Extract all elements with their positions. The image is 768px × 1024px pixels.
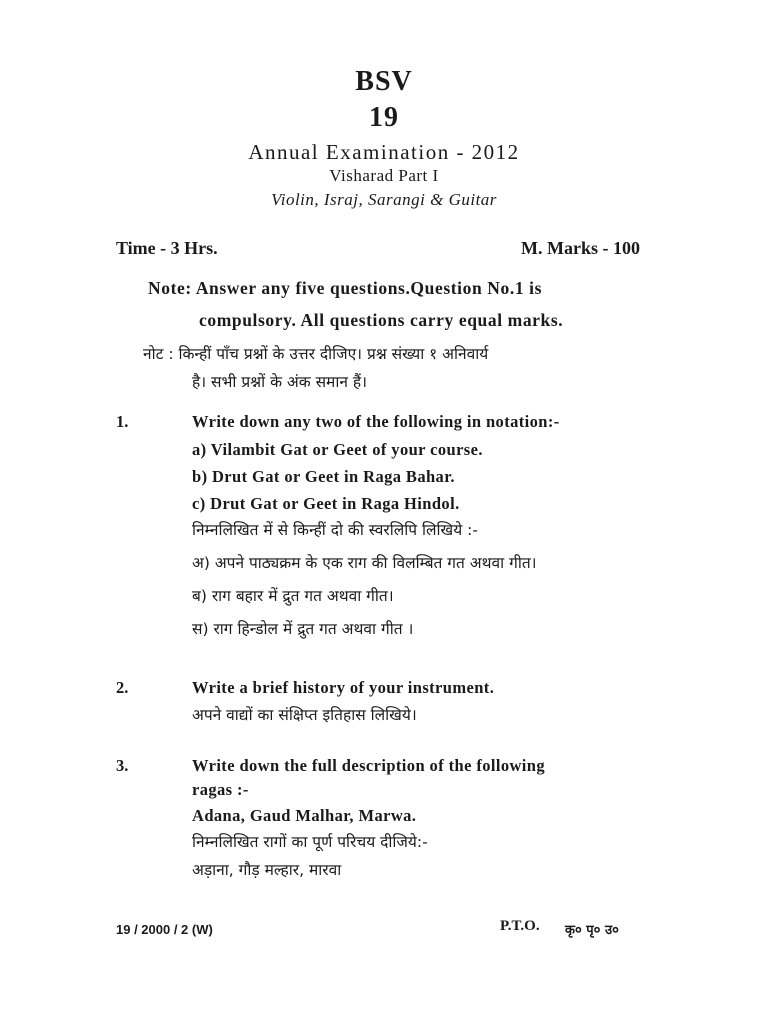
question-1-option-c: c) Drut Gat or Geet in Raga Hindol. [192,494,460,513]
note-english-line1: Note: Answer any five questions.Question No.1 is [148,278,543,298]
exam-title: Annual Examination - 2012 [248,140,520,164]
note-hindi-line1: नोट : किन्हीं पाँच प्रश्नों के उत्तर दीजिए। प्रश्न संख्या १ अनिवार्य [143,345,489,363]
question-1-hindi-option-b: ब) राग बहार में द्रुत गत अथवा गीत। [192,587,394,605]
question-3-ragas: Adana, Gaud Malhar, Marwa. [192,806,417,825]
pto-label: P.T.O. [500,918,540,934]
question-3-hindi-text: निम्नलिखित रागों का पूर्ण परिचय दीजिये:- [192,833,428,851]
question-1-hindi-option-a: अ) अपने पाठ्यक्रम के एक राग की विलम्बित गत अथवा गीत। [192,554,537,572]
question-2-text: Write a brief history of your instrument. [192,678,495,697]
note-hindi-line2: है। सभी प्रश्नों के अंक समान हैं। [192,373,367,391]
question-number: 3. [116,756,129,775]
footer-code: 19 / 2000 / 2 (W) [116,922,213,937]
question-1-hindi-text: निम्नलिखित में से किन्हीं दो की स्वरलिपि लिखिये :- [192,521,478,539]
paper-code: BSV [355,66,413,97]
max-marks: M. Marks - 100 [521,238,640,258]
question-1-hindi-option-c: स) राग हिन्डोल में द्रुत गत अथवा गीत । [192,620,414,638]
pto-hindi-label: कृ० पृ० उ० [565,923,619,938]
question-number: 1. [116,412,129,431]
question-2-hindi-text: अपने वाद्यों का संक्षिप्त इतिहास लिखिये। [192,706,417,724]
question-3-hindi-ragas: अड़ाना, गौड़ मल्हार, मारवा [192,861,342,879]
question-1-option-b: b) Drut Gat or Geet in Raga Bahar. [192,467,455,486]
question-3-text-cont: ragas :- [192,780,249,799]
exam-part: Visharad Part I [329,166,439,185]
question-3-text: Write down the full description of the following [192,756,546,775]
exam-instruments: Violin, Israj, Sarangi & Guitar [271,190,497,209]
question-1-option-a: a) Vilambit Gat or Geet of your course. [192,440,483,459]
note-english-line2: compulsory. All questions carry equal marks. [199,310,564,330]
paper-number: 19 [369,102,399,133]
time-allowed: Time - 3 Hrs. [116,238,218,258]
question-number: 2. [116,678,129,697]
question-1-text: Write down any two of the following in notation:- [192,412,560,431]
